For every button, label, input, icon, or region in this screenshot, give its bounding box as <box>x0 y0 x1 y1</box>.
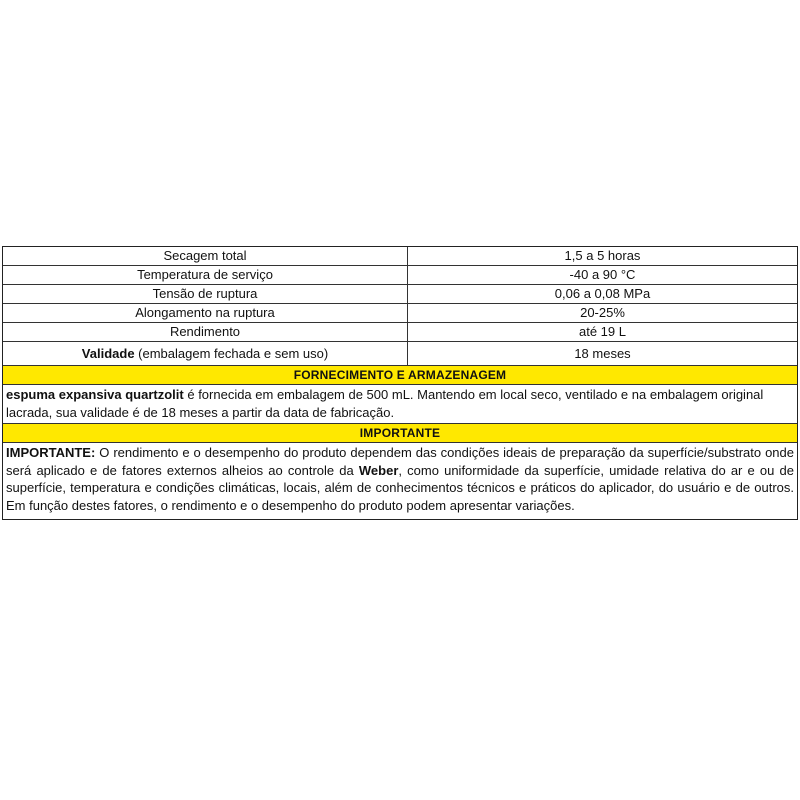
importante-text-after: , como uniformidade da superfície, umidade relativa do ar e ou de superfície, temperatura e condições climáticas, locais, além de conhecimentos técnicos e práticos do aplicador, do usuário e de outros. Em função destes fatores, o rendimento e o desempenho do produto podem apresentar variações. <box>6 462 794 513</box>
spec-row-secagem <box>3 247 797 266</box>
spec-label: Alongamento na ruptura <box>3 304 408 322</box>
section-heading-fornecimento: FORNECIMENTO E ARMAZENAGEM <box>3 366 797 385</box>
technical-data-sheet <box>2 246 798 520</box>
spec-value: até 19 L <box>579 324 626 339</box>
spec-row-temperatura <box>3 266 797 285</box>
product-name: espuma expansiva quartzolit <box>6 387 184 402</box>
section-heading-importante: IMPORTANTE <box>3 424 797 443</box>
importante-text-before: O rendimento e o desempenho do produto dependem das condições ideais de preparação da superfície/substrato onde será aplicado e de fatores externos alheios ao controle da <box>6 445 794 478</box>
spec-value: -40 a 90 °C <box>569 267 636 282</box>
spec-label: Rendimento <box>3 323 408 341</box>
spec-value: 20-25% <box>580 305 625 320</box>
spec-value: 0,06 a 0,08 MPa <box>554 286 651 301</box>
spec-row-alongamento <box>3 304 797 323</box>
validade-label-rest: (embalagem fechada e sem uso) <box>134 345 329 361</box>
validade-label-bold: Validade <box>81 345 135 361</box>
brand-name: Weber <box>358 462 399 478</box>
spec-label: Temperatura de serviço <box>3 266 408 284</box>
importante-paragraph <box>3 443 797 519</box>
fornecimento-text: é fornecida em embalagem de 500 mL. Mantendo em local seco, ventilado e na embalagem original lacrada, sua validade é de 18 meses a partir da data de fabricação. <box>6 387 764 420</box>
spec-row-tensao <box>3 285 797 304</box>
spec-label: Secagem total <box>3 247 408 265</box>
importante-lead: IMPORTANTE: <box>6 445 96 460</box>
spec-value: 18 meses <box>574 345 631 361</box>
spec-value: 1,5 a 5 horas <box>564 248 641 263</box>
spec-label: Tensão de ruptura <box>3 285 408 303</box>
fornecimento-paragraph <box>3 385 797 424</box>
spec-row-rendimento <box>3 323 797 342</box>
spec-label-validade <box>3 342 408 365</box>
spec-row-validade <box>3 342 797 366</box>
